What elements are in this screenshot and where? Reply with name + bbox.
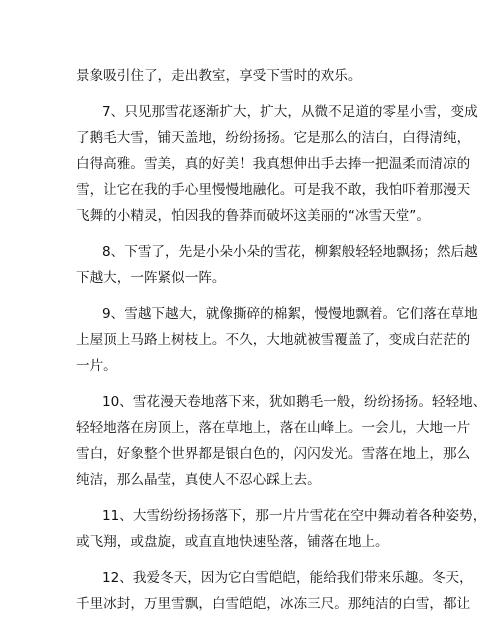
paragraph-8 (76, 239, 478, 291)
text-line: 7、只见那雪花逐渐扩大，扩大，从微不足道的零星小雪，变成 (102, 103, 478, 120)
text-line: 11、大雪纷纷扬扬落下，那一片片雪花在空中舞动着各种姿势， (102, 508, 487, 524)
paragraph-intro (76, 63, 458, 89)
paragraph-9 (76, 301, 478, 380)
text-line: 了鹅毛大雪，铺天盖地，纷纷扬扬。它是那么的洁白，白得清纯， (76, 129, 471, 146)
text-line: 景象吸引住了，走出教室，享受下雪时的欢乐。 (76, 68, 362, 84)
text-line: 纯洁，那么晶莹，真使人不忍心踩上去。 (76, 472, 321, 489)
text-line: 一片。 (76, 358, 117, 375)
text-line: 12、我爱冬天，因为它白雪皑皑，能给我们带来乐趣。冬天， (102, 569, 473, 586)
paragraph-11 (76, 503, 487, 555)
paragraph-12 (76, 565, 473, 617)
text-line: 或飞翔，或盘旋，或直直地快速坠落，铺落在地上。 (76, 534, 389, 551)
text-line: 8、下雪了，先是小朵小朵的雪花，柳絮般轻轻地飘扬；然后越 (102, 244, 478, 260)
text-line: 雪白，好象整个世界都是银白色的，闪闪发光。雪落在地上，那么 (76, 446, 471, 463)
text-line: 飞舞的小精灵，怕因我的鲁莽而破坏这美丽的“冰雪天堂”。 (76, 208, 430, 225)
text-line: 雪，让它在我的手心里慢慢地融化。可是我不敢，我怕吓着那漫天 (76, 182, 471, 199)
text-line: 千里冰封，万里雪飘，白雪皑皑，冰冻三尺。那纯洁的白雪，都让 (76, 596, 471, 612)
text-line: 上屋顶上马路上树枝上。不久，大地就被雪覆盖了，变成白茫茫的 (76, 332, 471, 348)
text-line: 9、雪越下越大，就像撕碎的棉絮，慢慢地飘着。它们落在草地 (102, 305, 478, 322)
paragraph-10 (76, 389, 487, 494)
paragraph-7 (76, 99, 478, 230)
text-line: 10、雪花漫天卷地落下来，犹如鹅毛一般，纷纷扬扬。轻轻地、 (102, 393, 487, 410)
text-line: 白得高雅。雪美，真的好美！我真想伸出手去捧一把温柔而清凉的 (76, 156, 471, 172)
text-line: 轻轻地落在房顶上，落在草地上，落在山峰上。一会儿，大地一片 (76, 420, 471, 436)
text-line: 下越大，一阵紧似一阵。 (76, 270, 226, 287)
